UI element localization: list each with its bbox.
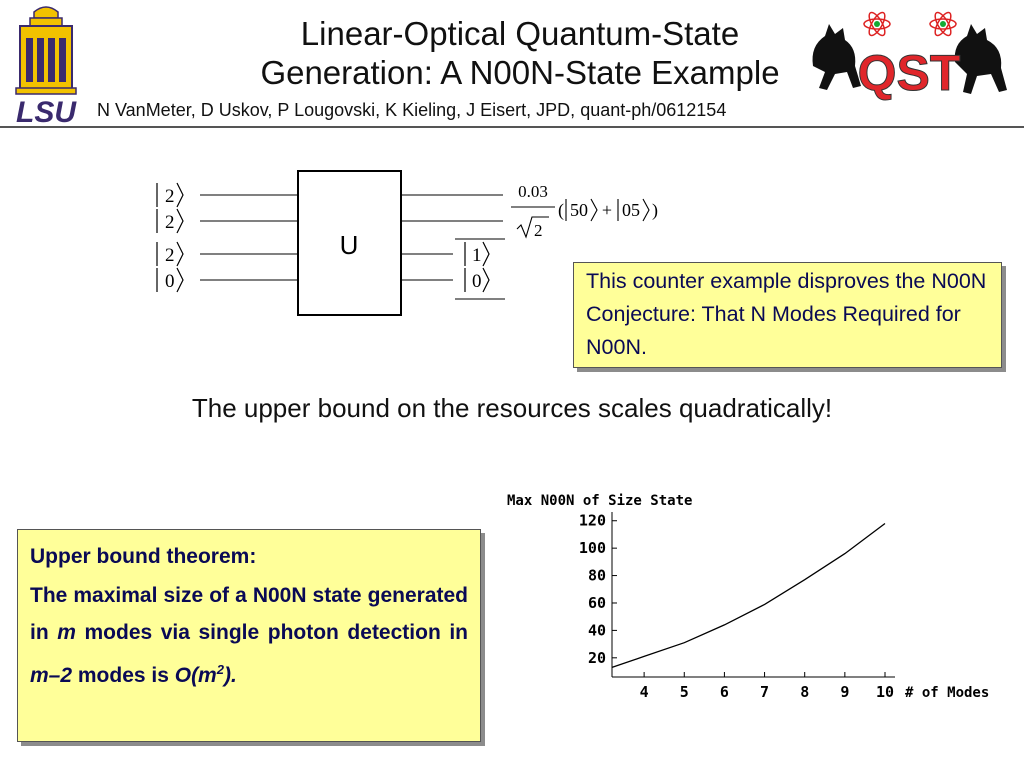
output-state-expression [511,182,658,240]
svg-text:2: 2 [165,245,175,266]
theorem-heading: Upper bound theorem: [30,545,257,568]
state-term-1: 50 [570,200,588,220]
y-tick-label: 40 [587,621,606,640]
x-tick-label: 10 [875,683,895,701]
svg-text:QST: QST [857,45,961,101]
svg-text:LSU: LSU [16,96,76,124]
theorem-body: The maximal size of a N00N state generated in m modes via single photon detection in m–2 modes is $O(m^2)$. [30,584,469,687]
title-line-2: Generation: A N00N-State Example [260,54,780,91]
state-term-2: 05 [622,200,640,220]
svg-text:+: + [601,200,613,220]
y-tick-label: 120 [578,511,606,530]
svg-text:2: 2 [165,212,175,233]
plot-ticks [579,512,894,701]
input-wires [200,195,298,280]
x-tick-label: 7 [760,683,770,701]
y-tick-label: 100 [578,539,606,558]
slide-title [150,14,890,92]
svg-text:(: ( [558,200,564,220]
detection-ket-2 [465,268,489,292]
input-ket-3 [157,242,183,266]
svg-text:0: 0 [472,271,482,292]
x-tick-label: 5 [679,683,689,701]
qst-cats-logo [805,6,1015,106]
y-tick-label: 80 [587,566,606,585]
svg-text:1: 1 [472,245,482,266]
x-tick-label: 9 [840,683,850,701]
quadratic-scaling-statement: The upper bound on the resources scales quadratically! [191,393,833,423]
sqrt-sign [517,217,549,237]
header-divider [0,126,1024,128]
coefficient-numerator: 0.03 [518,182,548,201]
author-citation: N VanMeter, D Uskov, P Lougovski, K Kieling, J Eisert, JPD, quant-ph/0612154 [97,100,727,120]
input-ket-1 [157,183,183,207]
x-tick-label: 4 [639,683,649,701]
output-wires [401,195,503,280]
y-tick-label: 60 [587,593,606,612]
svg-text:2: 2 [165,186,175,207]
coefficient-denominator: 2 [534,221,543,240]
counter-example-callout: This counter example disproves the N00N Conjecture: That N Modes Required for N00N. [573,262,1002,368]
plot-title: Max N00N of Size State [507,493,693,509]
svg-text:0: 0 [165,271,175,292]
y-tick-label: 20 [587,648,606,667]
title-line-1: Linear-Optical Quantum-State [300,15,740,52]
detection-ket-1 [465,242,489,266]
unitary-label: U [339,230,359,260]
x-tick-label: 6 [719,683,729,701]
x-axis-label: # of Modes [905,685,990,701]
max-noon-size-plot [495,480,1015,720]
upper-bound-theorem-callout [17,529,481,742]
svg-text:): ) [652,200,658,220]
series-line [612,524,885,668]
lsu-logo [6,4,86,124]
input-ket-2 [157,209,183,233]
input-ket-4 [157,268,183,292]
x-tick-label: 8 [800,683,810,701]
